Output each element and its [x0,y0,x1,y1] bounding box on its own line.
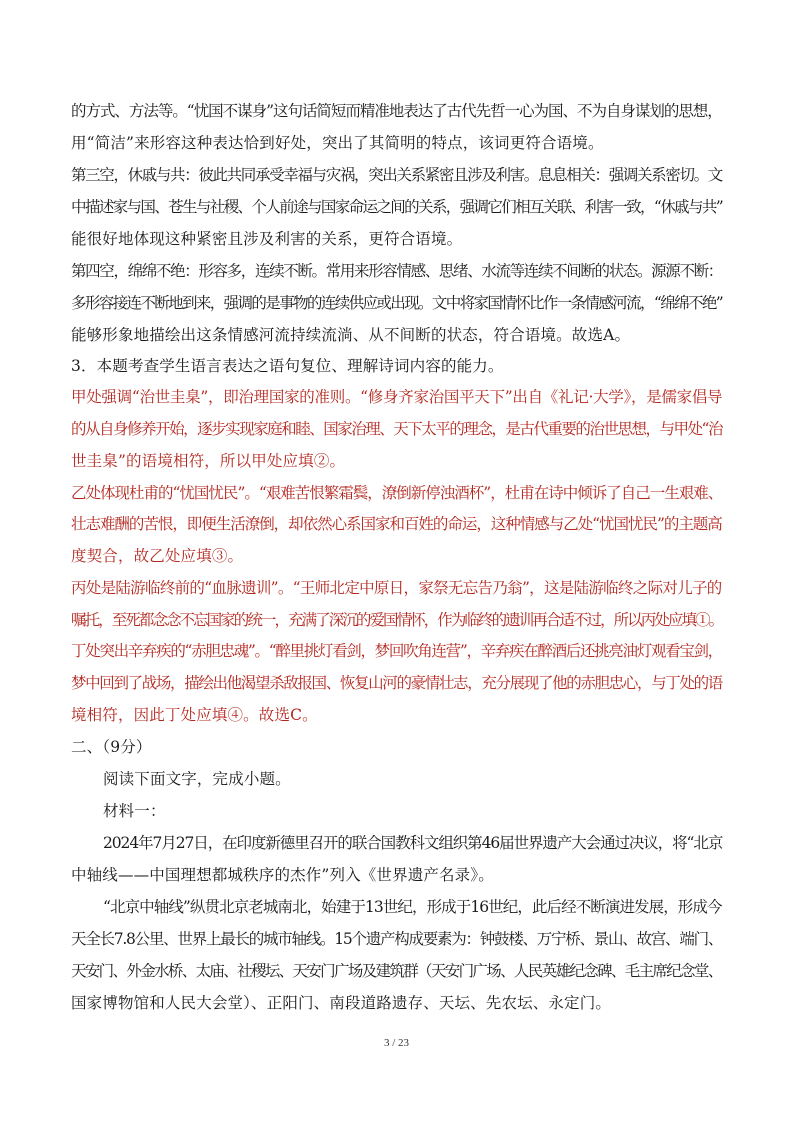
paragraph-line: 2024年7月27日，在印度新德里召开的联合国教科文组织第46届世界遗产大会通过决议，将“北京 [103,834,723,852]
paragraph-line: 国家博物馆和人民大会堂）、正阳门、南段道路遗存、天坛、先农坛、永定门。 [71,994,612,1012]
text-line: 的方式、方法等。“忧国不谋身”这句话简短而精准地表达了古代先哲一心为国、不为自身谋划的思想， [71,102,722,120]
paragraph-line: 天全长7.8公里、世界上最长的城市轴线。15个遗产构成要素为：钟鼓楼、万宁桥、景山、故宫、端门、 [71,930,723,948]
instruction-text: 阅读下面文字，完成小题。 [103,770,291,788]
answer-line: 乙处体现杜甫的“忧国忧民”。“艰难苦恨繁霜鬓，潦倒新停浊酒杯”，杜甫在诗中倾诉了自己一生艰难、 [71,484,723,502]
paragraph-line: “北京中轴线”纵贯北京老城南北，始建于13世纪，形成于16世纪，此后经不断演进发展，形成今 [103,898,722,916]
question-heading: 3．本题考查学生语言表达之语句复位、理解诗词内容的能力。 [71,357,504,375]
text-line: 第三空，休戚与共：彼此共同承受幸福与灾祸，突出关系紧密且涉及利害。息息相关：强调关系密切。文 [71,166,722,184]
text-line: 多形容接连不断地到来，强调的是事物的连续供应或出现。文中将家国情怀比作一条情感河流，“绵绵不绝” [71,294,723,312]
answer-line: 境相符，因此丁处应填④。故选C。 [71,706,318,724]
answer-line: 丁处突出辛弃疾的“赤胆忠魂”。“醉里挑灯看剑，梦回吹角连营”，辛弃疾在醉酒后还挑亮油灯观看宝剑， [71,642,722,660]
answer-line: 世圭臬”的语境相符，所以甲处应填②。 [71,452,346,470]
answer-line: 的从自身修养开始，逐步实现家庭和睦、国家治理、天下太平的理念，是古代重要的治世思想，与甲处“治 [71,420,722,438]
paragraph-line: 中轴线——中国理想都城秩序的杰作”列入《世界遗产名录》。 [71,866,494,884]
page-number: 3 / 23 [383,1037,410,1049]
answer-line: 嘱托，至死都念念不忘国家的统一，充满了深沉的爱国情怀，作为临终的遗训再合适不过，所以丙处应填①。 [71,611,723,629]
answer-line: 度契合，故乙处应填③。 [71,547,244,565]
section-heading: 二、（9分） [71,738,152,756]
answer-line: 甲处强调“治世圭臬”，即治理国家的准则。“修身齐家治国平天下”出自《礼记·大学》，是儒家倡导 [71,388,723,406]
text-line: 中描述家与国、苍生与社稷、个人前途与国家命运之间的关系，强调它们相互关联、利害一致，“休戚与共” [71,198,723,216]
answer-line: 壮志难酬的苦恨，即便生活潦倒，却依然心系国家和百姓的命运，这种情感与乙处“忧国忧民”的主题高 [71,515,722,533]
answer-line: 丙处是陆游临终前的“血脉遗训”。“王师北定中原日，家祭无忘告乃翁”，这是陆游临终之际对儿子的 [71,579,722,597]
answer-line: 梦中回到了战场，描绘出他渴望杀敌报国、恢复山河的豪情壮志，充分展现了他的赤胆忠心，与丁处的语 [71,674,722,692]
material-label: 材料一： [103,802,166,820]
text-line: 第四空，绵绵不绝：形容多，连续不断。常用来形容情感、思绪、水流等连续不间断的状态。源源不断： [71,262,722,280]
text-line: 能够形象地描绘出这条情感河流持续流淌、从不间断的状态，符合语境。故选A。 [71,326,631,344]
text-line: 用“简洁”来形容这种表达恰到好处，突出了其简明的特点，该词更符合语境。 [71,134,604,152]
paragraph-line: 天安门、外金水桥、太庙、社稷坛、天安门广场及建筑群（天安门广场、人民英雄纪念碑、毛主席纪念堂、 [71,962,722,980]
text-line: 能很好地体现这种紧密且涉及利害的关系，更符合语境。 [71,230,463,248]
